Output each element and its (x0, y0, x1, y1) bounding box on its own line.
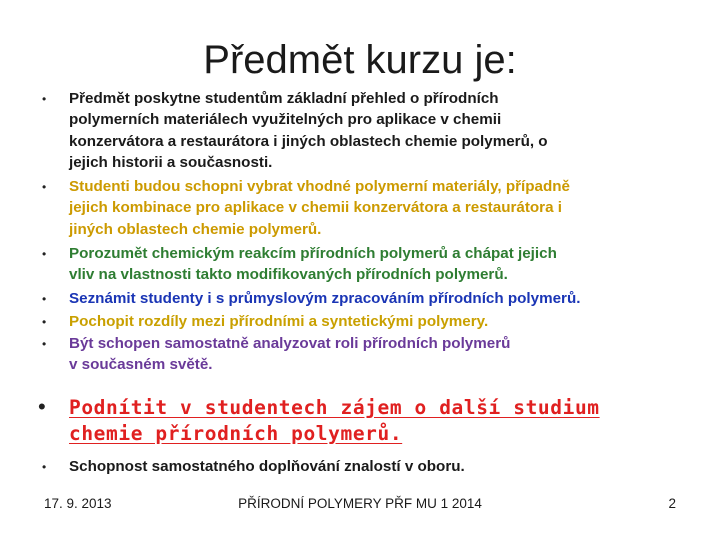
highlight-text (69, 395, 689, 447)
bullet-marker: • (42, 337, 47, 351)
list-item-text (69, 88, 689, 173)
list-item-text (69, 176, 689, 240)
text-line: jejich kombinace pro aplikace v chemii konzervátora a restaurátora i (69, 199, 562, 217)
text-line: konzervátora a restaurátora i jiných oblastech chemie polymerů, o (69, 132, 548, 150)
list-item-text (69, 288, 689, 309)
bullet-marker: • (42, 292, 47, 306)
bullet-marker: • (42, 460, 47, 474)
bullet-marker: • (42, 180, 47, 194)
text-line: Studenti budou schopni vybrat vhodné polymerní materiály, případně (69, 178, 570, 195)
list-item-text (69, 456, 689, 477)
list-item-text (69, 333, 689, 376)
text-line: chemie přírodních polymerů. (69, 422, 403, 445)
bullet-marker: • (42, 247, 47, 261)
text-line: Podnítit v studentech zájem o další studium (69, 396, 600, 419)
text-line: Porozumět chemickým reakcím přírodních polymerů a chápat jejich (69, 245, 557, 262)
bullet-marker: • (38, 394, 46, 419)
text-line: Schopnost samostatného doplňování znalostí v oboru. (69, 458, 465, 475)
list-item-text (69, 243, 689, 286)
slide-title: Předmět kurzu je: (203, 38, 517, 82)
text-line: v současném světě. (69, 356, 213, 374)
list-item-text (69, 311, 689, 332)
text-line: vliv na vlastnosti takto modifikovaných přírodních polymerů. (69, 266, 508, 284)
text-line: jiných oblastech chemie polymerů. (69, 220, 322, 238)
text-line: Být schopen samostatně analyzovat roli přírodních polymerů (69, 335, 511, 352)
text-line: Předmět poskytne studentům základní přehled o přírodních (69, 90, 499, 107)
text-line: polymerních materiálech využitelných pro aplikace v chemii (69, 111, 502, 129)
bullet-marker: • (42, 92, 47, 106)
footer-date: 17. 9. 2013 (44, 496, 112, 511)
text-line: Pochopit rozdíly mezi přírodními a syntetickými polymery. (69, 313, 489, 330)
footer-course: PŘÍRODNÍ POLYMERY PŘF MU 1 2014 (238, 496, 482, 511)
text-line: jejich historii a současnosti. (69, 153, 273, 171)
bullet-marker: • (42, 315, 47, 329)
footer-page-number: 2 (668, 496, 676, 511)
text-line: Seznámit studenty i s průmyslovým zpracováním přírodních polymerů. (69, 290, 581, 307)
